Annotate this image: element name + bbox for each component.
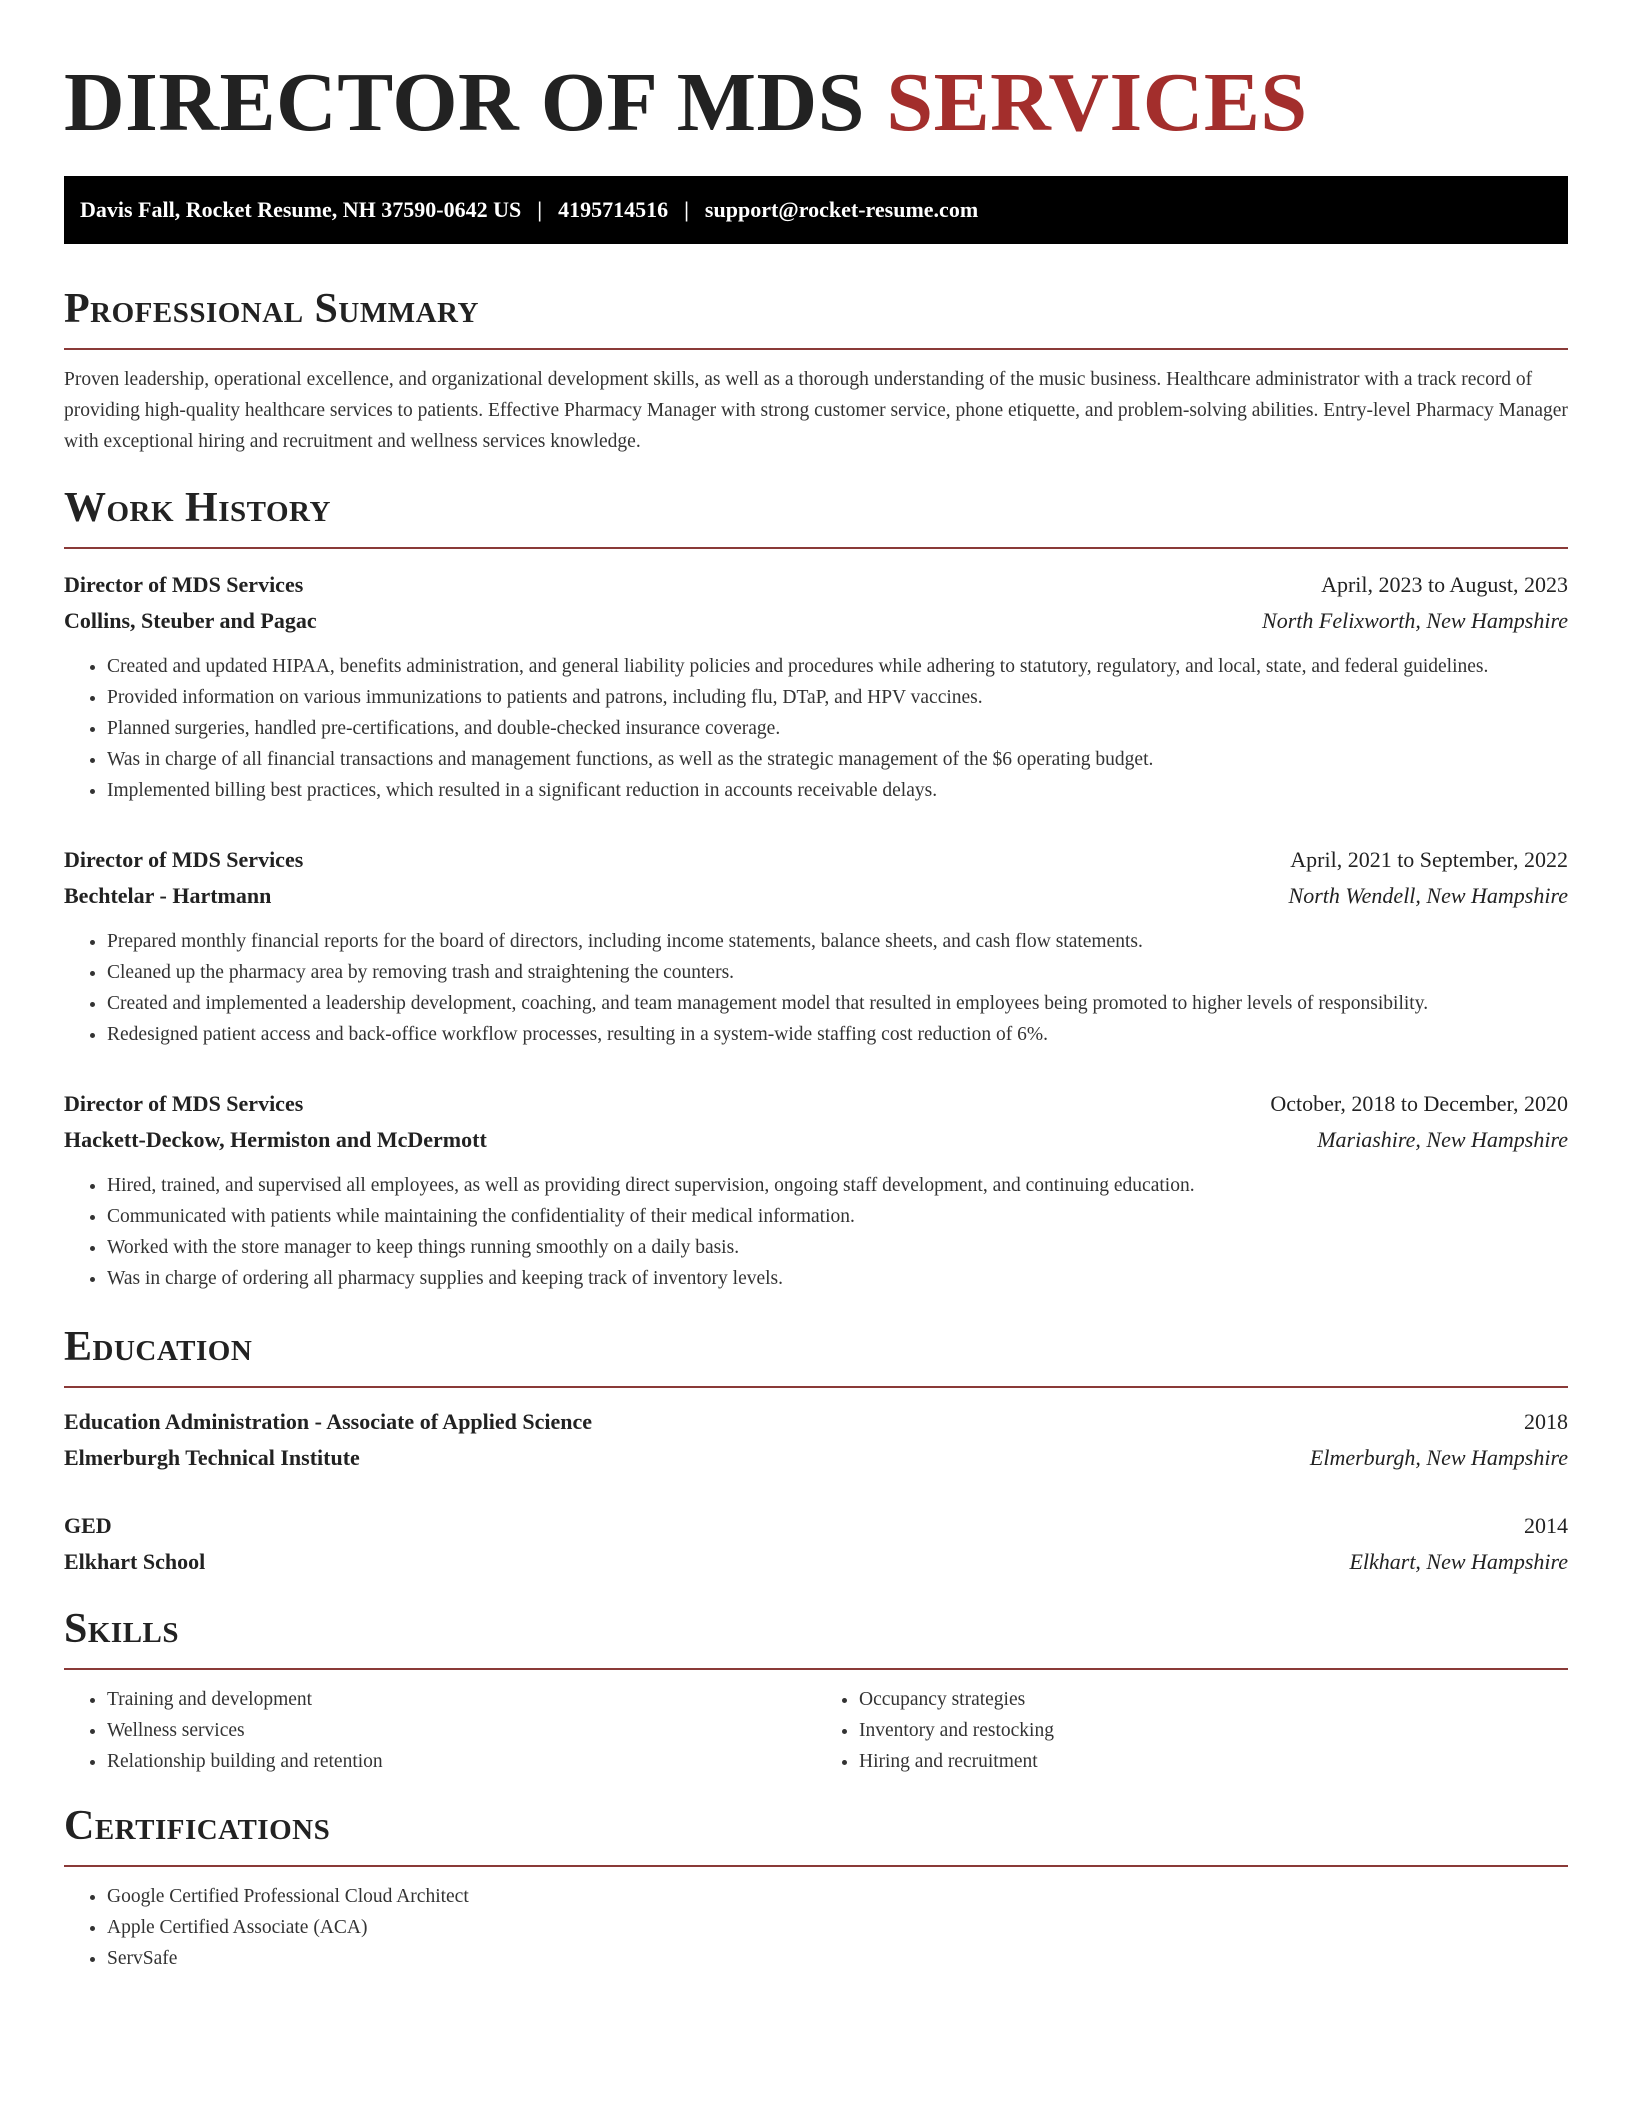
job-company: Bechtelar - Hartmann	[64, 883, 272, 908]
education-school: Elmerburgh Technical Institute	[64, 1445, 360, 1470]
job-dates: April, 2023 to August, 2023	[1321, 572, 1568, 597]
education-heading: Education	[64, 1322, 1568, 1388]
job-entry	[64, 842, 1568, 1050]
education-location: Elmerburgh, New Hampshire	[1309, 1445, 1568, 1470]
job-bullets	[64, 1170, 1568, 1294]
certification-item: • Google Certified Professional Cloud Architect	[107, 1881, 1568, 1912]
contact-separator: |	[537, 197, 543, 222]
job-bullet: • Created and implemented a leadership development, coaching, and team management model that resulted in employees being promoted to higher levels of responsibility.	[107, 988, 1568, 1019]
job-dates: October, 2018 to December, 2020	[1270, 1091, 1568, 1116]
education-school-row	[64, 1544, 1568, 1580]
job-company-row	[64, 603, 1568, 639]
job-location: North Felixworth, New Hampshire	[1262, 608, 1568, 633]
education-entry	[64, 1508, 1568, 1580]
job-entry	[64, 1086, 1568, 1294]
job-company: Hackett-Deckow, Hermiston and McDermott	[64, 1127, 487, 1152]
skills-heading: Skills	[64, 1604, 1568, 1670]
education-location: Elkhart, New Hampshire	[1349, 1549, 1568, 1574]
job-company-row	[64, 878, 1568, 914]
skills-grid	[64, 1684, 1568, 1777]
certification-item: • ServSafe	[107, 1943, 1568, 1974]
education-degree: GED	[64, 1513, 112, 1538]
education-degree: Education Administration - Associate of Applied Science	[64, 1409, 593, 1434]
certification-item: • Apple Certified Associate (ACA)	[107, 1912, 1568, 1943]
job-bullet: • Was in charge of all financial transactions and management functions, as well as the strategic management of the $6 operating budget.	[107, 744, 1568, 775]
job-bullets	[64, 651, 1568, 806]
job-bullet: • Implemented billing best practices, which resulted in a significant reduction in accounts receivable delays.	[107, 775, 1568, 806]
education-year: 2018	[1524, 1409, 1568, 1434]
contact-bar	[64, 176, 1568, 244]
job-bullet: • Prepared monthly financial reports for the board of directors, including income statements, balance sheets, and cash flow statements.	[107, 926, 1568, 957]
job-bullet: • Hired, trained, and supervised all employees, as well as providing direct supervision, ongoing staff development, and continuing education.	[107, 1170, 1568, 1201]
job-bullet: • Redesigned patient access and back-office workflow processes, resulting in a system-wide staffing cost reduction of 6%.	[107, 1019, 1568, 1050]
title-accent: SERVICES	[886, 56, 1308, 149]
job-location: North Wendell, New Hampshire	[1288, 883, 1568, 908]
job-header-row	[64, 842, 1568, 878]
education-degree-row	[64, 1508, 1568, 1544]
job-bullets	[64, 926, 1568, 1050]
work-history-heading: Work History	[64, 483, 1568, 549]
certifications-list	[64, 1881, 1568, 1974]
job-entry	[64, 567, 1568, 806]
skills-list-right	[816, 1684, 1568, 1777]
title-main: DIRECTOR OF MDS	[64, 56, 887, 149]
certifications-heading: Certifications	[64, 1801, 1568, 1867]
job-company: Collins, Steuber and Pagac	[64, 608, 317, 633]
contact-separator: |	[684, 197, 689, 222]
education-school-row	[64, 1440, 1568, 1476]
education-degree-row	[64, 1404, 1568, 1440]
skill-item: • Relationship building and retention	[107, 1746, 816, 1777]
skill-item: • Training and development	[107, 1684, 816, 1715]
job-location: Mariashire, New Hampshire	[1317, 1127, 1568, 1152]
job-bullet: • Provided information on various immunizations to patients and patrons, including flu, DTaP, and HPV vaccines.	[107, 682, 1568, 713]
job-bullet: • Was in charge of ordering all pharmacy supplies and keeping track of inventory levels.	[107, 1263, 1568, 1294]
contact-phone: 4195714516	[558, 197, 669, 222]
contact-email: support@rocket-resume.com	[704, 197, 979, 222]
skill-item: • Inventory and restocking	[859, 1715, 1568, 1746]
job-title: Director of MDS Services	[64, 572, 304, 597]
job-dates: April, 2021 to September, 2022	[1290, 847, 1568, 872]
page-title	[64, 0, 1568, 148]
job-bullet: • Created and updated HIPAA, benefits administration, and general liability policies and procedures while adhering to statutory, regulatory, and local, state, and federal guidelines.	[107, 651, 1568, 682]
job-bullet: • Communicated with patients while maintaining the confidentiality of their medical information.	[107, 1201, 1568, 1232]
skills-list-left	[64, 1684, 816, 1777]
job-company-row	[64, 1122, 1568, 1158]
skill-item: • Hiring and recruitment	[859, 1746, 1568, 1777]
summary-heading: Professional Summary	[64, 284, 1568, 350]
education-school: Elkhart School	[64, 1549, 206, 1574]
job-bullet: • Cleaned up the pharmacy area by removing trash and straightening the counters.	[107, 957, 1568, 988]
skill-item: • Occupancy strategies	[859, 1684, 1568, 1715]
job-header-row	[64, 567, 1568, 603]
job-bullet: • Worked with the store manager to keep things running smoothly on a daily basis.	[107, 1232, 1568, 1263]
job-title: Director of MDS Services	[64, 847, 304, 872]
job-title: Director of MDS Services	[64, 1091, 304, 1116]
job-header-row	[64, 1086, 1568, 1122]
education-entry	[64, 1404, 1568, 1476]
education-year: 2014	[1524, 1513, 1568, 1538]
summary-text: Proven leadership, operational excellence, and organizational development skills, as well as a thorough understanding of the music business. Healthcare administrator with a track record of providing high-quality healthcare services to patients. Effective Pharmacy Manager with strong customer service, phone etiquette, and problem-solving abilities. Entry-level Pharmacy Manager with exceptional hiring and recruitment and wellness services knowledge.	[64, 369, 1568, 452]
contact-address: Davis Fall, Rocket Resume, NH 37590-0642 US	[80, 197, 522, 222]
job-bullet: • Planned surgeries, handled pre-certifications, and double-checked insurance coverage.	[107, 713, 1568, 744]
skill-item: • Wellness services	[107, 1715, 816, 1746]
